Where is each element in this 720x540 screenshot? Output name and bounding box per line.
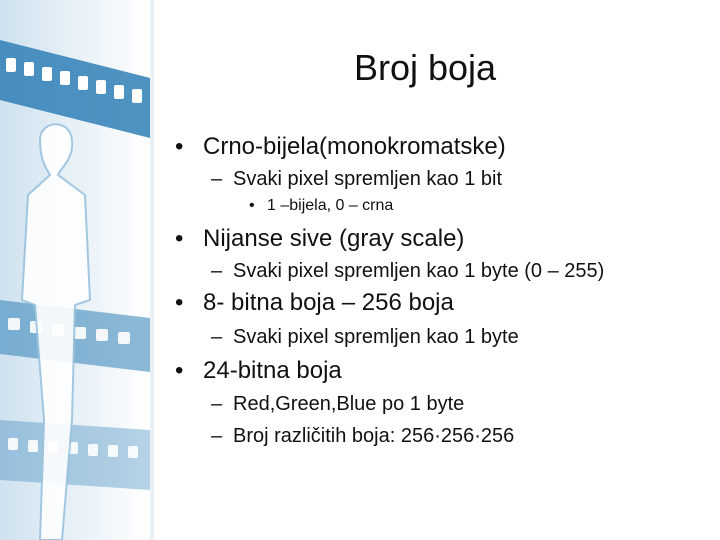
bullet-level3: • 1 –bijela, 0 – crna — [267, 196, 393, 216]
slide-title: Broj boja — [353, 47, 497, 88]
bullet-level2: – Svaki pixel spremljen kao 1 byte (0 – 255) — [233, 258, 604, 284]
bullet-level2: – Red,Green,Blue po 1 byte — [233, 391, 464, 417]
bullet-level2: – Svaki pixel spremljen kao 1 byte — [233, 324, 519, 350]
bullet-level2: – Svaki pixel spremljen kao 1 bit — [233, 166, 502, 192]
bullet-level1: • 24-bitna boja — [203, 356, 342, 386]
bullet-level1: • Crno-bijela(monokromatske) — [203, 132, 506, 162]
bullet-level1: • 8- bitna boja – 256 boja — [203, 288, 454, 318]
bullet-level2: – Broj različitih boja: 256·256·256 — [233, 423, 514, 449]
bullet-level1: • Nijanse sive (gray scale) — [203, 224, 464, 254]
